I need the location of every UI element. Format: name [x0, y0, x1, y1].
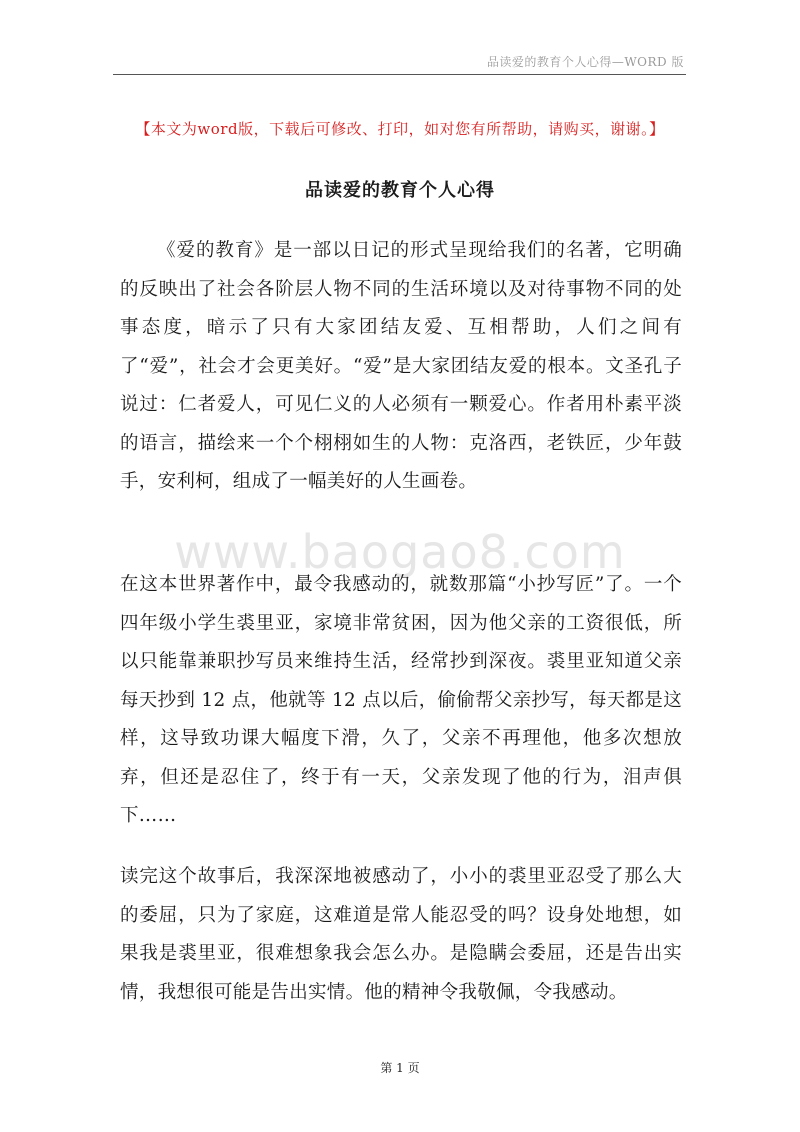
watermark: www.baogao8.com: [174, 525, 626, 579]
header-rule: [113, 74, 686, 75]
document-title: 品读爱的教育个人心得: [305, 180, 495, 201]
running-header: 品读爱的教育个人心得—WORD 版: [486, 55, 684, 69]
paragraph-2: 在这本世界著作中，最令我感动的，就数那篇“小抄写匠”了。一个四年级小学生裘里亚，家境非常贫困，因为他父亲的工资很低，所以只能靠兼职抄写员来维持生活，经常抄到深夜。裘里亚知道父亲每天抄到 12 点，他就等 12 点以后，偷偷帮父亲抄写，每天都是这样，这导致功课大幅度下滑，久了，父亲不再理他，他多次想放弃，但还是忍住了，终于有一天，父亲发现了他的行为，泪声俱下……: [120, 574, 682, 826]
paragraph-1: 《爱的教育》是一部以日记的形式呈现给我们的名著，它明确的反映出了社会各阶层人物不同的生活环境以及对待事物不同的处事态度，暗示了只有大家团结友爱、互相帮助，人们之间有了“爱”，社会才会更美好。“爱”是大家团结友爱的根本。文圣孔子说过：仁者爱人，可见仁义的人必须有一颗爱心。作者用朴素平淡的语言，描绘来一个个栩栩如生的人物：克洛西，老铁匠，少年鼓手，安利柯，组成了一幅美好的人生画卷。: [120, 240, 682, 492]
page-number: 第 1 页: [380, 1061, 420, 1075]
download-notice: 【本文为word版，下载后可修改、打印，如对您有所帮助，请购买，谢谢。】: [135, 120, 665, 138]
paragraph-3: 读完这个故事后，我深深地被感动了，小小的裘里亚忍受了那么大的委屈，只为了家庭，这难道是常人能忍受的吗？设身处地想，如果我是裘里亚，很难想象我会怎么办。是隐瞒会委屈，还是告出实情，我想很可能是告出实情。他的精神令我敬佩，令我感动。: [120, 866, 682, 1003]
